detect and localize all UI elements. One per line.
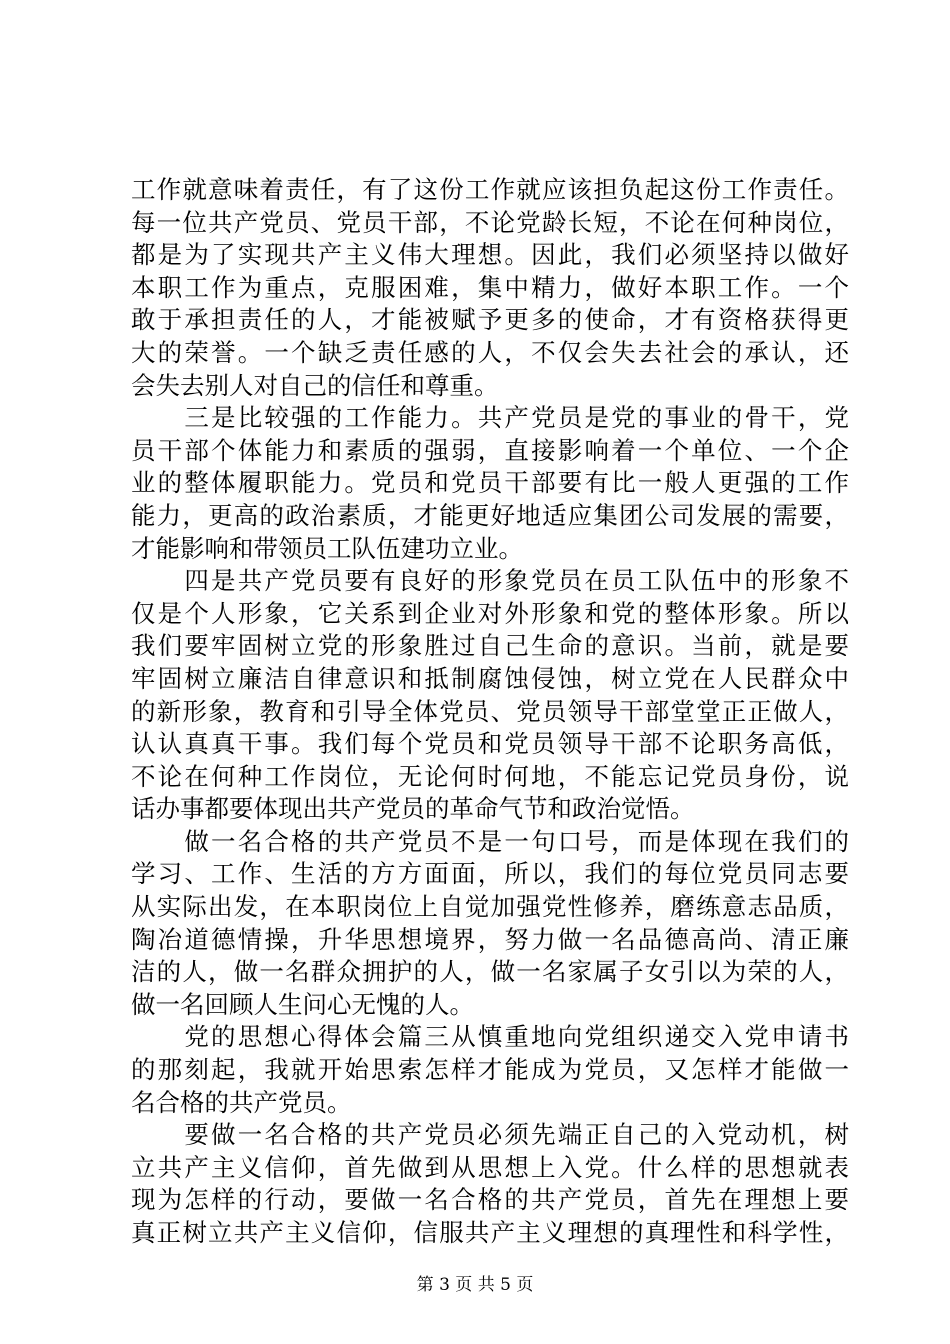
body-text: [131, 174, 849, 1250]
text-line: 员干部个体能力和素质的强弱，直接影响着一个单位、一个企: [131, 435, 849, 465]
text-line: 不论在何种工作岗位，无论何时何地，不能忘记党员身份，说: [131, 761, 849, 791]
text-line: 敢于承担责任的人，才能被赋予更多的使命，才有资格获得更: [131, 305, 849, 335]
text-line: 每一位共产党员、党员干部，不论党龄长短，不论在何种岗位，: [131, 207, 849, 237]
text-line: 才能影响和带领员工队伍建功立业。: [131, 533, 523, 563]
text-line: 做一名合格的共产党员不是一句口号，而是体现在我们的: [131, 826, 849, 856]
text-line: 工作就意味着责任，有了这份工作就应该担负起这份工作责任。: [131, 175, 849, 204]
text-line: 现为怎样的行动，要做一名合格的共产党员，首先在理想上要: [131, 1185, 849, 1215]
text-line: 真正树立共产主义信仰，信服共产主义理想的真理性和科学性，: [131, 1218, 849, 1247]
text-line: 的新形象，教育和引导全体党员、党员领导干部堂堂正正做人，: [131, 696, 849, 726]
text-line: 能力，更高的政治素质，才能更好地适应集团公司发展的需要，: [131, 500, 849, 530]
text-line: 认认真真干事。我们每个党员和党员领导干部不论职务高低，: [131, 729, 849, 759]
text-line: 话办事都要体现出共产党员的革命气节和政治觉悟。: [131, 794, 695, 824]
text-line: 要做一名合格的共产党员必须先端正自己的入党动机，树: [131, 1120, 849, 1150]
text-line: 从实际出发，在本职岗位上自觉加强党性修养，磨练意志品质，: [131, 892, 849, 922]
text-line: 名合格的共产党员。: [131, 1087, 352, 1117]
text-line: 本职工作为重点，克服困难，集中精力，做好本职工作。一个: [131, 272, 849, 302]
text-line: 党的思想心得体会篇三从慎重地向党组织递交入党申请书: [131, 1022, 849, 1052]
text-line: 的那刻起，我就开始思索怎样才能成为党员，又怎样才能做一: [131, 1055, 849, 1085]
page-number-footer: 第 3 页 共 5 页: [416, 1275, 534, 1295]
text-line: 做一名回顾人生问心无愧的人。: [131, 989, 474, 1019]
text-line: 我们要牢固树立党的形象胜过自己生命的意识。当前，就是要: [131, 631, 849, 661]
text-line: 立共产主义信仰，首先做到从思想上入党。什么样的思想就表: [131, 1152, 849, 1182]
text-line: 大的荣誉。一个缺乏责任感的人，不仅会失去社会的承认，还: [131, 337, 849, 367]
text-line: 陶冶道德情操，升华思想境界，努力做一名品德高尚、清正廉: [131, 924, 849, 954]
text-line: 学习、工作、生活的方方面面，所以，我们的每位党员同志要: [131, 859, 849, 889]
text-line: 牢固树立廉洁自律意识和抵制腐蚀侵蚀，树立党在人民群众中: [131, 663, 849, 693]
text-line: 四是共产党员要有良好的形象党员在员工队伍中的形象不: [131, 566, 849, 596]
text-line: 仅是个人形象，它关系到企业对外形象和党的整体形象。所以: [131, 598, 849, 628]
text-line: 会失去别人对自己的信任和尊重。: [131, 370, 499, 400]
text-line: 都是为了实现共产主义伟大理想。因此，我们必须坚持以做好: [131, 240, 849, 270]
text-line: 洁的人，做一名群众拥护的人，做一名家属子女引以为荣的人，: [131, 957, 849, 987]
text-line: 三是比较强的工作能力。共产党员是党的事业的骨干，党: [131, 403, 849, 433]
text-line: 业的整体履职能力。党员和党员干部要有比一般人更强的工作: [131, 468, 849, 498]
